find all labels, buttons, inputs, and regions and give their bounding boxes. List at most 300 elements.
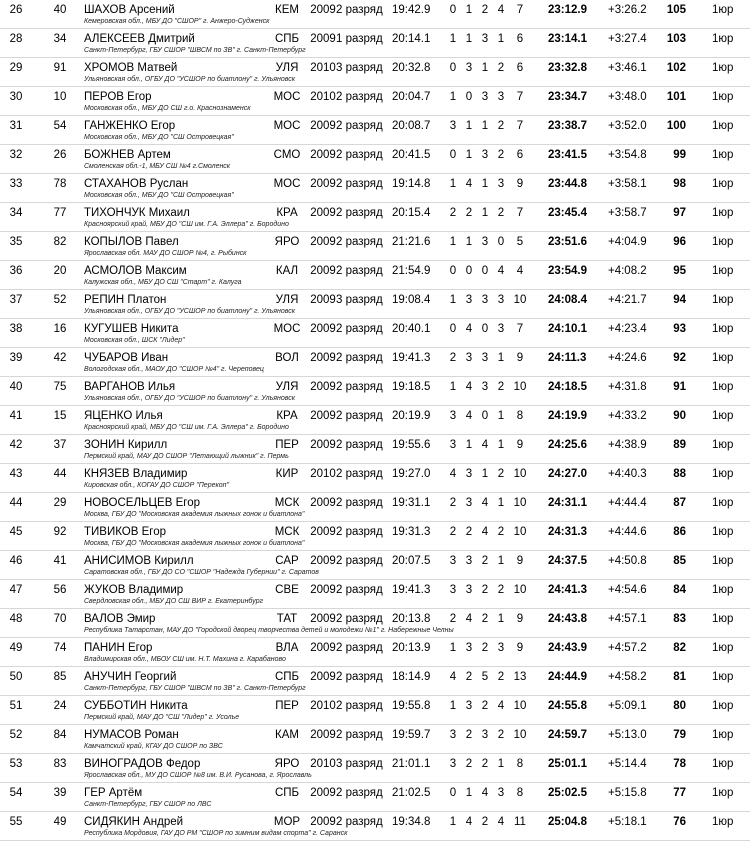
shooting-1: 0 xyxy=(449,62,457,74)
result-time: 25:04.8 xyxy=(548,816,588,828)
qualification-category: 1юр xyxy=(712,410,734,422)
bib-cell: 52 xyxy=(53,294,67,306)
bib-cell: 77 xyxy=(53,207,67,219)
shooting-1: 2 xyxy=(449,207,457,219)
shooting-2: 3 xyxy=(465,62,473,74)
points: 83 xyxy=(673,613,686,625)
place-cell: 49 xyxy=(9,642,23,654)
ski-time: 20:32.8 xyxy=(392,62,431,74)
table-row xyxy=(0,290,750,319)
athlete-name: КНЯЗЕВ Владимир xyxy=(84,468,188,480)
sport-rank: 2 разряд xyxy=(336,671,383,683)
place-cell: 55 xyxy=(9,816,23,828)
table-row xyxy=(0,435,750,464)
shooting-1: 3 xyxy=(449,439,457,451)
ski-time: 19:59.7 xyxy=(392,729,431,741)
total-misses: 7 xyxy=(516,207,524,219)
time-gap: +5:14.4 xyxy=(608,758,647,770)
shooting-1: 1 xyxy=(449,700,457,712)
time-gap: +3:58.7 xyxy=(608,207,647,219)
result-time: 24:37.5 xyxy=(548,555,588,567)
place-cell: 37 xyxy=(9,294,23,306)
total-misses: 8 xyxy=(516,787,524,799)
athlete-name: ПАНИН Егор xyxy=(84,642,153,654)
shooting-3: 1 xyxy=(481,62,489,74)
result-time: 24:43.9 xyxy=(548,642,588,654)
bib-cell: 37 xyxy=(53,439,67,451)
bib-cell: 42 xyxy=(53,352,67,364)
team-code: ВОЛ xyxy=(275,352,299,364)
total-misses: 10 xyxy=(513,700,527,712)
club-name: Санкт-Петербург, ГБУ СШОР "ШВСМ по ЗВ" г. Санкт-Петербург xyxy=(84,685,306,692)
shooting-1: 2 xyxy=(449,526,457,538)
team-code: КРА xyxy=(276,207,298,219)
ski-time: 20:13.8 xyxy=(392,613,431,625)
result-time: 25:01.1 xyxy=(548,758,588,770)
table-row xyxy=(0,145,750,174)
time-gap: +5:18.1 xyxy=(608,816,647,828)
birth-year: 2009 xyxy=(310,236,336,248)
total-misses: 9 xyxy=(516,352,524,364)
shooting-2: 4 xyxy=(465,613,473,625)
place-cell: 31 xyxy=(9,120,23,132)
table-row xyxy=(0,232,750,261)
shooting-2: 4 xyxy=(465,410,473,422)
birth-year: 2009 xyxy=(310,120,336,132)
total-misses: 10 xyxy=(513,584,527,596)
time-gap: +3:58.1 xyxy=(608,178,647,190)
athlete-name: ЯЦЕНКО Илья xyxy=(84,410,163,422)
ski-time: 20:13.9 xyxy=(392,642,431,654)
birth-year: 2009 xyxy=(310,584,336,596)
sport-rank: 2 разряд xyxy=(336,555,383,567)
points: 76 xyxy=(673,816,686,828)
sport-rank: 2 разряд xyxy=(336,265,383,277)
place-cell: 33 xyxy=(9,178,23,190)
bib-cell: 29 xyxy=(53,497,67,509)
time-gap: +4:54.6 xyxy=(608,584,647,596)
shooting-2: 2 xyxy=(465,526,473,538)
club-name: Московская обл., ШСК "Лидер" xyxy=(84,337,185,344)
result-time: 23:44.8 xyxy=(548,178,588,190)
shooting-1: 0 xyxy=(449,265,457,277)
shooting-3: 3 xyxy=(481,294,489,306)
qualification-category: 1юр xyxy=(712,526,734,538)
result-time: 24:43.8 xyxy=(548,613,588,625)
place-cell: 26 xyxy=(9,4,23,16)
place-cell: 48 xyxy=(9,613,23,625)
bib-cell: 40 xyxy=(53,4,67,16)
sport-rank: 2 разряд xyxy=(336,120,383,132)
table-row xyxy=(0,551,750,580)
bib-cell: 34 xyxy=(53,33,67,45)
time-gap: +3:27.4 xyxy=(608,33,647,45)
shooting-4: 0 xyxy=(497,236,505,248)
qualification-category: 1юр xyxy=(712,584,734,596)
sport-rank: 2 разряд xyxy=(336,729,383,741)
athlete-name: БОЖНЕВ Артем xyxy=(84,149,171,161)
shooting-2: 1 xyxy=(465,149,473,161)
birth-year: 2009 xyxy=(310,323,336,335)
table-row xyxy=(0,696,750,725)
sport-rank: 2 разряд xyxy=(336,497,383,509)
shooting-3: 2 xyxy=(481,700,489,712)
time-gap: +3:48.0 xyxy=(608,91,647,103)
athlete-name: ВИНОГРАДОВ Федор xyxy=(84,758,201,770)
sport-rank: 2 разряд xyxy=(336,4,383,16)
time-gap: +3:26.2 xyxy=(608,4,647,16)
time-gap: +5:15.8 xyxy=(608,787,647,799)
bib-cell: 91 xyxy=(53,62,67,74)
athlete-name: ЧУБАРОВ Иван xyxy=(84,352,169,364)
place-cell: 30 xyxy=(9,91,23,103)
team-code: ЯРО xyxy=(274,758,300,770)
club-name: Санкт-Петербург, ГБУ СШОР "ШВСМ по ЗВ" г. Санкт-Петербург xyxy=(84,47,306,54)
shooting-3: 3 xyxy=(481,149,489,161)
total-misses: 11 xyxy=(514,816,526,828)
club-name: Московская обл., МБУ ДО "СШ Островецкая" xyxy=(84,134,234,141)
club-name: Красноярский край, МБУ ДО "СШ им. Г.А. Эллера" г. Бородино xyxy=(84,424,289,431)
birth-year: 2009 xyxy=(310,526,336,538)
sport-rank: 2 разряд xyxy=(336,642,383,654)
shooting-1: 1 xyxy=(449,816,457,828)
shooting-4: 4 xyxy=(497,700,505,712)
points: 97 xyxy=(673,207,686,219)
bib-cell: 49 xyxy=(53,816,67,828)
points: 93 xyxy=(673,323,686,335)
shooting-4: 1 xyxy=(497,439,505,451)
shooting-3: 2 xyxy=(481,816,489,828)
total-misses: 7 xyxy=(516,4,524,16)
place-cell: 53 xyxy=(9,758,23,770)
club-name: Московская обл., МБУ ДО "СШ Островецкая" xyxy=(84,192,234,199)
bib-cell: 54 xyxy=(53,120,67,132)
qualification-category: 1юр xyxy=(712,642,734,654)
ski-time: 19:42.9 xyxy=(392,4,431,16)
bib-cell: 70 xyxy=(53,613,67,625)
place-cell: 34 xyxy=(9,207,23,219)
shooting-1: 1 xyxy=(449,236,457,248)
shooting-3: 5 xyxy=(481,671,489,683)
total-misses: 9 xyxy=(516,555,524,567)
shooting-1: 3 xyxy=(449,584,457,596)
club-name: Ульяновская обл., ОГБУ ДО "УСШОР по биатлону" г. Ульяновск xyxy=(84,308,296,315)
place-cell: 29 xyxy=(9,62,23,74)
result-time: 23:32.8 xyxy=(548,62,588,74)
time-gap: +4:04.9 xyxy=(608,236,647,248)
ski-time: 20:40.1 xyxy=(392,323,431,335)
result-time: 23:34.7 xyxy=(548,91,588,103)
shooting-1: 3 xyxy=(449,410,457,422)
shooting-3: 3 xyxy=(481,352,489,364)
birth-year: 2009 xyxy=(310,497,336,509)
points: 85 xyxy=(673,555,686,567)
shooting-1: 0 xyxy=(449,149,457,161)
shooting-1: 1 xyxy=(449,33,457,45)
qualification-category: 1юр xyxy=(712,178,734,190)
bib-cell: 78 xyxy=(53,178,67,190)
bib-cell: 44 xyxy=(53,468,67,480)
shooting-3: 2 xyxy=(481,4,489,16)
total-misses: 4 xyxy=(516,265,524,277)
birth-year: 2010 xyxy=(310,468,336,480)
time-gap: +4:50.8 xyxy=(608,555,647,567)
qualification-category: 1юр xyxy=(712,236,734,248)
shooting-2: 2 xyxy=(465,729,473,741)
result-time: 24:25.6 xyxy=(548,439,588,451)
place-cell: 42 xyxy=(9,439,23,451)
total-misses: 6 xyxy=(516,149,524,161)
shooting-2: 2 xyxy=(465,671,473,683)
sport-rank: 3 разряд xyxy=(336,758,383,770)
place-cell: 46 xyxy=(9,555,23,567)
club-name: Пермский край, МАУ ДО СШОР "Летающий лыжник" г. Пермь xyxy=(84,453,289,460)
team-code: СПБ xyxy=(274,671,300,683)
shooting-2: 4 xyxy=(465,381,473,393)
points: 79 xyxy=(673,729,686,741)
table-row xyxy=(0,783,750,812)
shooting-2: 4 xyxy=(465,178,473,190)
shooting-3: 4 xyxy=(481,439,489,451)
qualification-category: 1юр xyxy=(712,787,734,799)
club-name: Республика Мордовия, ГАУ ДО РМ "СШОР по зимним видам спорта" г. Саранск xyxy=(84,830,348,837)
time-gap: +5:13.0 xyxy=(608,729,647,741)
shooting-2: 0 xyxy=(465,265,473,277)
ski-time: 19:41.3 xyxy=(392,352,431,364)
team-code: МОР xyxy=(273,816,301,828)
club-name: Ярославская обл. МАУ ДО СШОР №4, г. Рыбинск xyxy=(84,250,247,257)
time-gap: +3:54.8 xyxy=(608,149,647,161)
ski-time: 19:18.5 xyxy=(392,381,431,393)
shooting-1: 1 xyxy=(449,294,457,306)
shooting-4: 2 xyxy=(497,207,505,219)
place-cell: 36 xyxy=(9,265,23,277)
sport-rank: 2 разряд xyxy=(336,468,383,480)
qualification-category: 1юр xyxy=(712,323,734,335)
bib-cell: 56 xyxy=(53,584,67,596)
shooting-3: 2 xyxy=(481,642,489,654)
shooting-3: 1 xyxy=(481,207,489,219)
table-row xyxy=(0,0,750,29)
total-misses: 10 xyxy=(513,526,527,538)
club-name: Кировская обл., КОГАУ ДО СШОР "Перекоп" xyxy=(84,482,230,489)
qualification-category: 1юр xyxy=(712,439,734,451)
points: 86 xyxy=(673,526,686,538)
points: 78 xyxy=(673,758,686,770)
qualification-category: 1юр xyxy=(712,613,734,625)
place-cell: 47 xyxy=(9,584,23,596)
place-cell: 41 xyxy=(9,410,23,422)
result-time: 23:14.1 xyxy=(548,33,588,45)
qualification-category: 1юр xyxy=(712,758,734,770)
shooting-4: 1 xyxy=(497,352,505,364)
shooting-2: 1 xyxy=(465,33,473,45)
shooting-2: 3 xyxy=(465,700,473,712)
club-name: Пермский край, МАУ ДО "СШ "Лидер" г. Усолье xyxy=(84,714,240,721)
table-row xyxy=(0,725,750,754)
shooting-4: 1 xyxy=(497,758,505,770)
birth-year: 2009 xyxy=(310,33,336,45)
time-gap: +4:08.2 xyxy=(608,265,647,277)
table-row xyxy=(0,203,750,232)
shooting-1: 1 xyxy=(449,91,457,103)
shooting-3: 4 xyxy=(481,497,489,509)
shooting-3: 1 xyxy=(481,120,489,132)
shooting-1: 3 xyxy=(449,729,457,741)
total-misses: 9 xyxy=(516,178,524,190)
athlete-name: АСМОЛОВ Максим xyxy=(84,265,187,277)
athlete-name: СТАХАНОВ Руслан xyxy=(84,178,189,190)
sport-rank: 2 разряд xyxy=(336,526,383,538)
birth-year: 2009 xyxy=(310,4,336,16)
team-code: УЛЯ xyxy=(275,294,299,306)
sport-rank: 2 разряд xyxy=(336,323,383,335)
shooting-4: 1 xyxy=(497,497,505,509)
shooting-3: 2 xyxy=(481,758,489,770)
ski-time: 19:08.4 xyxy=(392,294,431,306)
result-time: 24:41.3 xyxy=(548,584,588,596)
points: 105 xyxy=(666,4,686,16)
athlete-name: АНИСИМОВ Кирилл xyxy=(84,555,194,567)
place-cell: 35 xyxy=(9,236,23,248)
table-row xyxy=(0,87,750,116)
athlete-name: АЛЕКСЕЕВ Дмитрий xyxy=(84,33,195,45)
club-name: Санкт-Петербург, ГБУ СШОР по ЛВС xyxy=(84,801,212,808)
bib-cell: 82 xyxy=(53,236,67,248)
place-cell: 43 xyxy=(9,468,23,480)
birth-year: 2009 xyxy=(310,265,336,277)
sport-rank: 2 разряд xyxy=(336,613,383,625)
points: 88 xyxy=(673,468,686,480)
time-gap: +5:09.1 xyxy=(608,700,647,712)
total-misses: 9 xyxy=(516,642,524,654)
points: 81 xyxy=(673,671,686,683)
club-name: Смоленская обл.-1, МБУ СШ №4 г.Смоленск xyxy=(84,163,231,170)
shooting-4: 3 xyxy=(497,178,505,190)
sport-rank: 3 разряд xyxy=(336,62,383,74)
result-time: 24:59.7 xyxy=(548,729,588,741)
qualification-category: 1юр xyxy=(712,91,734,103)
sport-rank: 2 разряд xyxy=(336,410,383,422)
shooting-3: 3 xyxy=(481,381,489,393)
shooting-2: 3 xyxy=(465,584,473,596)
place-cell: 32 xyxy=(9,149,23,161)
result-time: 24:31.3 xyxy=(548,526,588,538)
team-code: СМО xyxy=(273,149,301,161)
bib-cell: 16 xyxy=(53,323,67,335)
birth-year: 2009 xyxy=(310,294,336,306)
team-code: ВЛА xyxy=(275,642,299,654)
shooting-1: 2 xyxy=(449,613,457,625)
total-misses: 10 xyxy=(513,381,527,393)
table-row xyxy=(0,406,750,435)
ski-time: 19:31.1 xyxy=(392,497,431,509)
bib-cell: 83 xyxy=(53,758,67,770)
ski-time: 21:54.9 xyxy=(392,265,431,277)
result-time: 24:18.5 xyxy=(548,381,588,393)
qualification-category: 1юр xyxy=(712,671,734,683)
time-gap: +4:44.6 xyxy=(608,526,647,538)
table-row xyxy=(0,377,750,406)
shooting-2: 1 xyxy=(465,439,473,451)
sport-rank: 2 разряд xyxy=(336,236,383,248)
athlete-name: ВАЛОВ Эмир xyxy=(84,613,156,625)
shooting-4: 2 xyxy=(497,468,505,480)
sport-rank: 2 разряд xyxy=(336,381,383,393)
team-code: МСК xyxy=(274,526,300,538)
time-gap: +4:21.7 xyxy=(608,294,647,306)
athlete-name: ЗОНИН Кирилл xyxy=(84,439,168,451)
qualification-category: 1юр xyxy=(712,729,734,741)
athlete-name: АНУЧИН Георгий xyxy=(84,671,177,683)
shooting-3: 0 xyxy=(481,410,489,422)
points: 101 xyxy=(666,91,686,103)
total-misses: 7 xyxy=(516,323,524,335)
shooting-3: 2 xyxy=(481,555,489,567)
club-name: Владимирская обл., МБОУ СШ им. Н.Т. Махина г. Карабаново xyxy=(84,656,286,663)
table-row xyxy=(0,261,750,290)
table-row xyxy=(0,29,750,58)
ski-time: 19:27.0 xyxy=(392,468,431,480)
shooting-4: 3 xyxy=(497,91,505,103)
qualification-category: 1юр xyxy=(712,700,734,712)
place-cell: 45 xyxy=(9,526,23,538)
result-time: 24:19.9 xyxy=(548,410,588,422)
ski-time: 19:34.8 xyxy=(392,816,431,828)
result-time: 23:54.9 xyxy=(548,265,588,277)
total-misses: 13 xyxy=(513,671,527,683)
table-row xyxy=(0,609,750,638)
team-code: ЯРО xyxy=(274,236,300,248)
team-code: ПЕР xyxy=(275,439,299,451)
club-name: Калужская обл., МБУ ДО СШ "Старт" г. Калуга xyxy=(84,279,242,286)
ski-time: 21:21.6 xyxy=(392,236,431,248)
place-cell: 51 xyxy=(9,700,23,712)
team-code: МОС xyxy=(273,91,301,103)
shooting-2: 3 xyxy=(465,555,473,567)
shooting-1: 2 xyxy=(449,352,457,364)
shooting-3: 2 xyxy=(481,613,489,625)
shooting-3: 3 xyxy=(481,91,489,103)
team-code: УЛЯ xyxy=(275,381,299,393)
shooting-3: 4 xyxy=(481,787,489,799)
time-gap: +4:58.2 xyxy=(608,671,647,683)
club-name: Вологодская обл., МАОУ ДО "СШОР №4" г. Череповец xyxy=(84,366,264,373)
total-misses: 8 xyxy=(516,758,524,770)
team-code: ТАТ xyxy=(276,613,298,625)
club-name: Камчатский край, КГАУ ДО СШОР по ЗВС xyxy=(84,743,223,750)
team-code: СПБ xyxy=(274,787,300,799)
team-code: МОС xyxy=(273,120,301,132)
result-time: 24:55.8 xyxy=(548,700,588,712)
club-name: Москва, ГБУ ДО "Московская академия лыжных гонок и биатлона" xyxy=(84,511,305,518)
time-gap: +4:38.9 xyxy=(608,439,647,451)
bib-cell: 84 xyxy=(53,729,67,741)
shooting-4: 3 xyxy=(497,323,505,335)
club-name: Московская обл., МБУ ДО СШ г.о. Краснознаменск xyxy=(84,105,251,112)
time-gap: +4:40.3 xyxy=(608,468,647,480)
athlete-name: РЕПИН Платон xyxy=(84,294,167,306)
shooting-1: 4 xyxy=(449,468,457,480)
time-gap: +4:57.2 xyxy=(608,642,647,654)
ski-time: 18:14.9 xyxy=(392,671,431,683)
shooting-4: 2 xyxy=(497,671,505,683)
shooting-2: 3 xyxy=(465,642,473,654)
place-cell: 50 xyxy=(9,671,23,683)
table-row xyxy=(0,319,750,348)
team-code: КАМ xyxy=(275,729,299,741)
shooting-4: 1 xyxy=(497,410,505,422)
